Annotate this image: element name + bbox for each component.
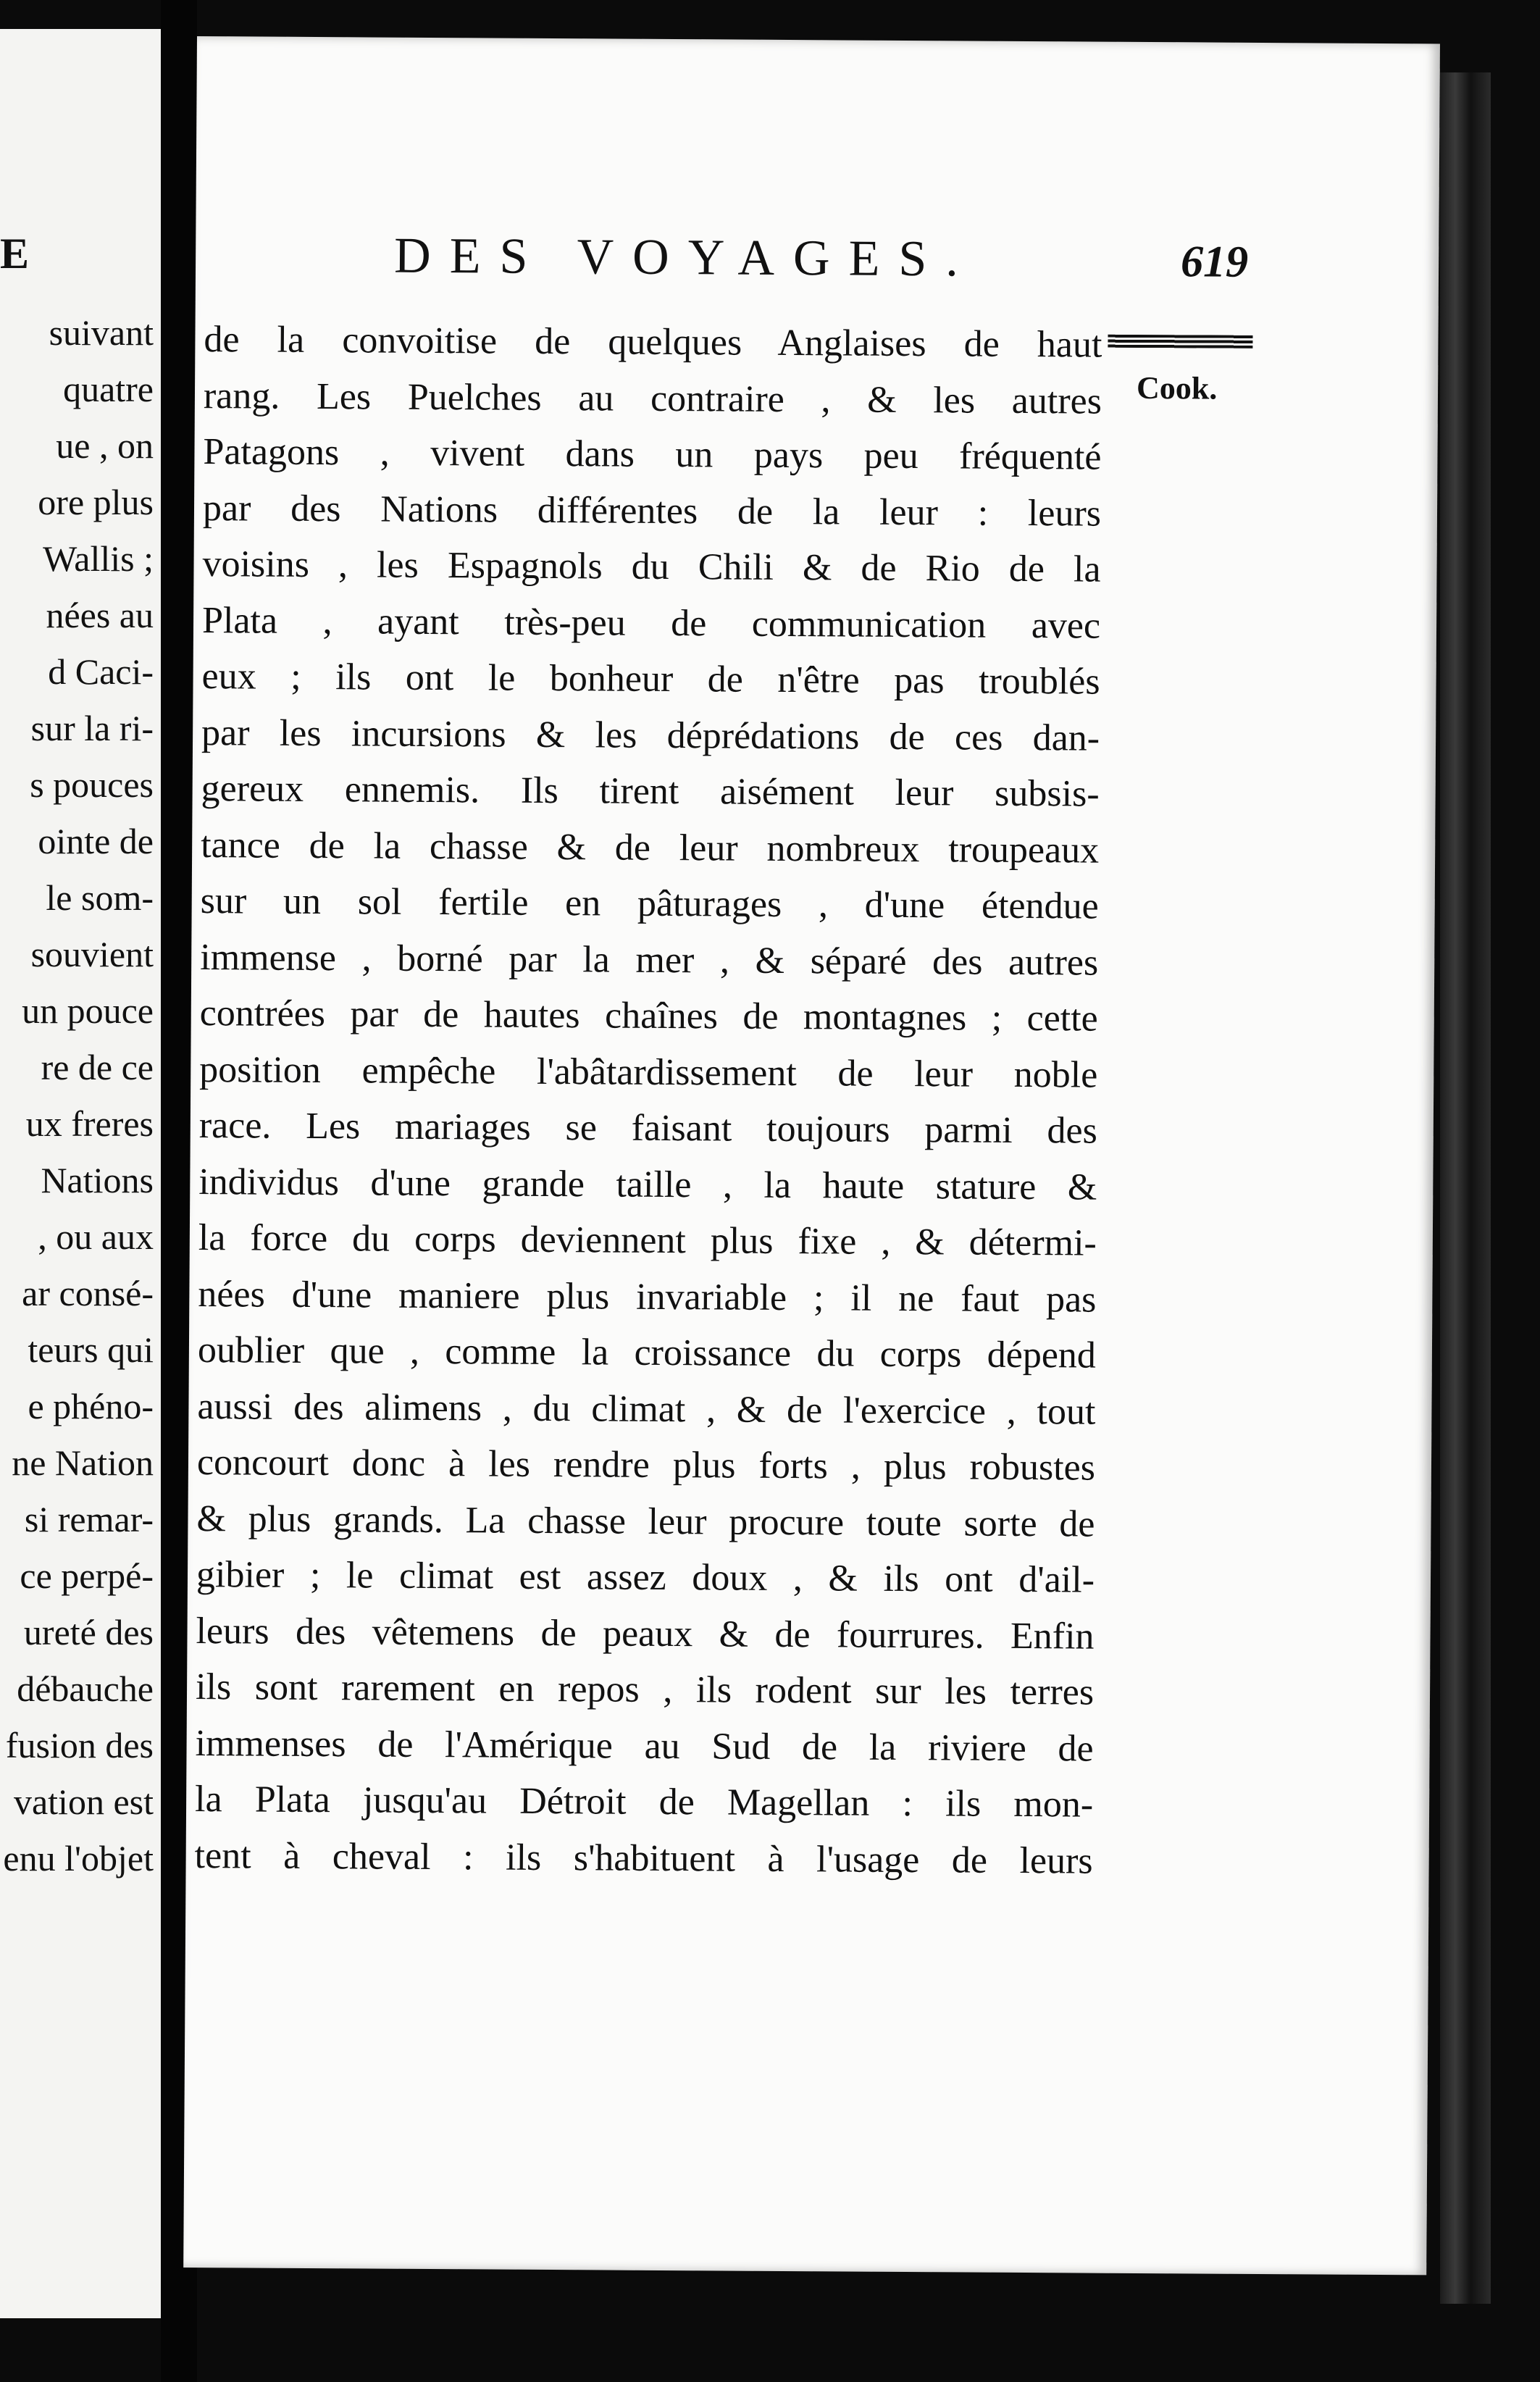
- facing-line: le som-: [46, 877, 154, 918]
- facing-line: Nations: [41, 1160, 154, 1200]
- facing-line: un pouce: [22, 990, 154, 1031]
- text-line: oublier que , comme la croissance du corps dépend: [197, 1329, 1097, 1376]
- text-line: ils sont rarement en repos , ils rodent sur les terres: [195, 1666, 1095, 1713]
- facing-line: débauche: [17, 1668, 154, 1709]
- text-line: individus d'une grande taille , la haute stature &: [198, 1161, 1097, 1208]
- text-line: contrées par de hautes chaînes de montagnes ; cette: [199, 992, 1098, 1040]
- body-text: [194, 312, 1102, 1889]
- text-line: tent à cheval : ils s'habituent à l'usage de leurs: [194, 1834, 1093, 1882]
- facing-line: e phéno-: [28, 1386, 154, 1426]
- facing-line: ar consé-: [22, 1273, 154, 1313]
- facing-line: ore plus: [38, 482, 154, 522]
- facing-page-header-fragment: E: [0, 230, 31, 277]
- text-line: Patagons , vivent dans un pays peu fréquenté: [203, 431, 1102, 478]
- book-page: [183, 36, 1440, 2275]
- text-line: race. Les mariages se faisant toujours parmi des: [198, 1105, 1097, 1152]
- facing-line: , ou aux: [38, 1216, 154, 1257]
- text-line: immenses de l'Amérique au Sud de la riviere de: [195, 1722, 1094, 1770]
- text-line: la Plata jusqu'au Détroit de Magellan : ils mon-: [194, 1779, 1094, 1826]
- text-line: par les incursions & les déprédations de ces dan-: [201, 711, 1100, 759]
- facing-line: teurs qui: [28, 1329, 154, 1370]
- facing-line: vation est: [13, 1781, 154, 1822]
- facing-line: nées au: [46, 595, 154, 635]
- text-line: immense , borné par la mer , & séparé des autres: [200, 936, 1099, 984]
- facing-page-fragment: [0, 29, 168, 2318]
- facing-line: re de ce: [41, 1047, 154, 1087]
- text-line: nées d'une maniere plus invariable ; il ne faut pas: [198, 1273, 1097, 1321]
- text-line: de la convoitise de quelques Anglaises de haut: [204, 319, 1102, 366]
- text-line: par des Nations différentes de la leur : leurs: [202, 487, 1102, 535]
- text-line: concourt donc à les rendre plus forts , plus robustes: [196, 1442, 1096, 1489]
- text-line: la force du corps deviennent plus fixe , & détermi-: [198, 1217, 1097, 1264]
- facing-line: enu l'objet: [3, 1838, 154, 1879]
- facing-line: suivant: [49, 312, 154, 353]
- text-line: tance de la chasse & de leur nombreux troupeaux: [201, 824, 1100, 872]
- page-edge-stack: [1440, 72, 1491, 2304]
- facing-line: si remar-: [24, 1499, 154, 1539]
- text-line: & plus grands. La chasse leur procure toute sorte de: [196, 1497, 1095, 1545]
- text-line: rang. Les Puelches au contraire , & les autres: [203, 375, 1102, 422]
- facing-line: d Caci-: [48, 651, 154, 692]
- facing-line: fusion des: [5, 1725, 154, 1765]
- facing-line: ux freres: [25, 1103, 154, 1144]
- text-line: gereux ennemis. Ils tirent aisément leur subsis-: [201, 768, 1100, 815]
- facing-line: ce perpé-: [20, 1555, 154, 1596]
- text-line: voisins , les Espagnols du Chili & de Rio de la: [202, 543, 1101, 590]
- facing-line: ue , on: [56, 425, 154, 466]
- page-number: 619: [1180, 237, 1249, 287]
- facing-line: sur la ri-: [30, 708, 154, 748]
- facing-line: ureté des: [23, 1612, 154, 1652]
- margin-note: Cook.: [1136, 369, 1218, 406]
- facing-line: ne Nation: [12, 1442, 154, 1483]
- text-line: Plata , ayant très-peu de communication avec: [201, 599, 1101, 647]
- text-line: position empêche l'abâtardissement de leur noble: [199, 1048, 1098, 1096]
- facing-line: Wallis ;: [43, 538, 154, 579]
- text-line: eux ; ils ont le bonheur de n'être pas troublés: [201, 656, 1100, 703]
- text-line: aussi des alimens , du climat , & de l'exercice , tout: [197, 1385, 1096, 1433]
- facing-line: quatre: [63, 369, 154, 409]
- margin-rule-ornament: [1108, 335, 1252, 348]
- facing-line: ointe de: [38, 821, 154, 861]
- running-head: DES VOYAGES.: [393, 227, 978, 288]
- facing-line: s pouces: [30, 764, 154, 805]
- facing-page-text: [0, 304, 154, 1886]
- text-line: gibier ; le climat est assez doux , & ils ont d'ail-: [196, 1554, 1095, 1601]
- text-line: leurs des vêtemens de peaux & de fourrures. Enfin: [196, 1610, 1095, 1658]
- facing-line: souvient: [30, 934, 154, 974]
- text-line: sur un sol fertile en pâturages , d'une étendue: [200, 880, 1099, 927]
